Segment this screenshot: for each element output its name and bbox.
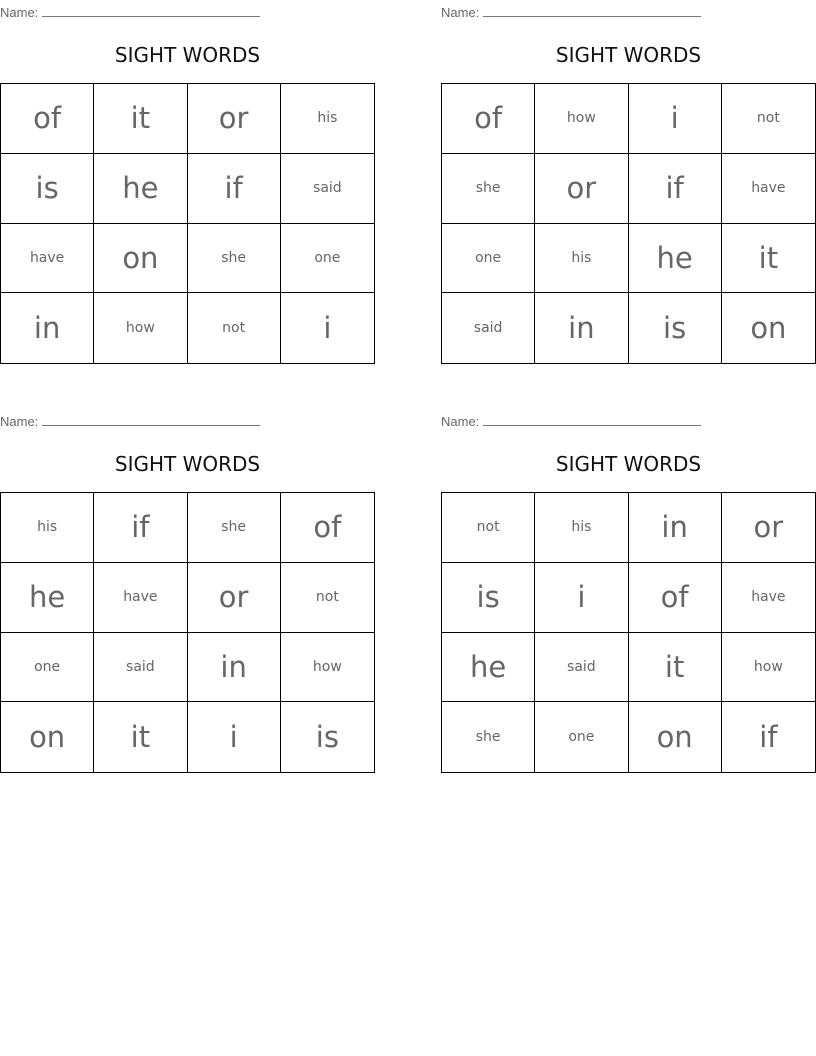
name-label: Name:: [0, 414, 39, 429]
word-cell: he: [629, 224, 722, 294]
word-cell: said: [281, 154, 374, 224]
word-cell: in: [535, 293, 628, 363]
word-cell: have: [1, 224, 94, 294]
word-cell: or: [188, 84, 281, 154]
word-cell: in: [1, 293, 94, 363]
word-cell: on: [629, 702, 722, 772]
word-cell: in: [188, 633, 281, 703]
name-field[interactable]: [0, 412, 260, 429]
card-title: SIGHT WORDS: [555, 452, 702, 476]
word-cell: one: [442, 224, 535, 294]
word-cell: she: [188, 224, 281, 294]
word-cell: i: [323, 311, 332, 346]
word-cell: his: [1, 493, 94, 563]
word-cell: he: [94, 154, 187, 224]
word-cell: have: [722, 154, 815, 224]
word-cell: if: [759, 720, 778, 755]
name-field[interactable]: [441, 412, 701, 429]
word-cell: have: [94, 563, 187, 633]
name-line[interactable]: [42, 412, 260, 426]
word-cell: it: [94, 702, 187, 772]
card-title: SIGHT WORDS: [114, 452, 261, 476]
word-cell: in: [629, 493, 722, 563]
word-cell: his: [535, 493, 628, 563]
word-cell: is: [1, 154, 94, 224]
word-cell: or: [535, 154, 628, 224]
word-cell: he: [1, 563, 94, 633]
word-cell: not: [442, 493, 535, 563]
word-cell: is: [442, 563, 535, 633]
word-cell: she: [442, 154, 535, 224]
word-cell: said: [442, 293, 535, 363]
name-line[interactable]: [483, 412, 701, 426]
word-cell: how: [722, 633, 815, 703]
word-cell: on: [750, 311, 787, 346]
name-label: Name:: [0, 5, 39, 20]
word-cell: said: [94, 633, 187, 703]
word-cell: how: [94, 293, 187, 363]
word-cell: have: [722, 563, 815, 633]
word-grid: [441, 492, 816, 773]
word-cell: said: [535, 633, 628, 703]
word-cell: not: [281, 563, 374, 633]
word-cell: or: [722, 493, 815, 563]
word-grid: [441, 83, 816, 364]
name-label: Name:: [441, 414, 480, 429]
name-field[interactable]: [0, 3, 260, 20]
word-cell: of: [281, 493, 374, 563]
word-cell: not: [722, 84, 815, 154]
word-cell: his: [281, 84, 374, 154]
word-cell: he: [442, 633, 535, 703]
word-cell: if: [94, 493, 187, 563]
word-cell: if: [629, 154, 722, 224]
word-cell: on: [1, 702, 94, 772]
word-cell: how: [281, 633, 374, 703]
word-cell: of: [629, 563, 722, 633]
card-title: SIGHT WORDS: [114, 43, 261, 67]
word-cell: i: [629, 84, 722, 154]
word-cell: of: [442, 84, 535, 154]
word-cell: it: [722, 224, 815, 294]
word-cell: or: [188, 563, 281, 633]
name-line[interactable]: [483, 3, 701, 17]
word-cell: is: [315, 720, 339, 755]
word-cell: on: [94, 224, 187, 294]
word-cell: of: [1, 84, 94, 154]
word-cell: it: [629, 633, 722, 703]
word-cell: she: [188, 493, 281, 563]
word-cell: if: [188, 154, 281, 224]
word-cell: one: [281, 224, 374, 294]
word-cell: his: [535, 224, 628, 294]
name-line[interactable]: [42, 3, 260, 17]
word-cell: not: [188, 293, 281, 363]
word-cell: is: [629, 293, 722, 363]
word-cell: how: [535, 84, 628, 154]
name-field[interactable]: [441, 3, 701, 20]
word-cell: she: [442, 702, 535, 772]
word-cell: it: [94, 84, 187, 154]
name-label: Name:: [441, 5, 480, 20]
word-grid: [0, 83, 375, 364]
word-cell: i: [535, 563, 628, 633]
word-cell: one: [535, 702, 628, 772]
word-grid: [0, 492, 375, 773]
card-title: SIGHT WORDS: [555, 43, 702, 67]
word-cell: one: [1, 633, 94, 703]
word-cell: i: [188, 702, 281, 772]
